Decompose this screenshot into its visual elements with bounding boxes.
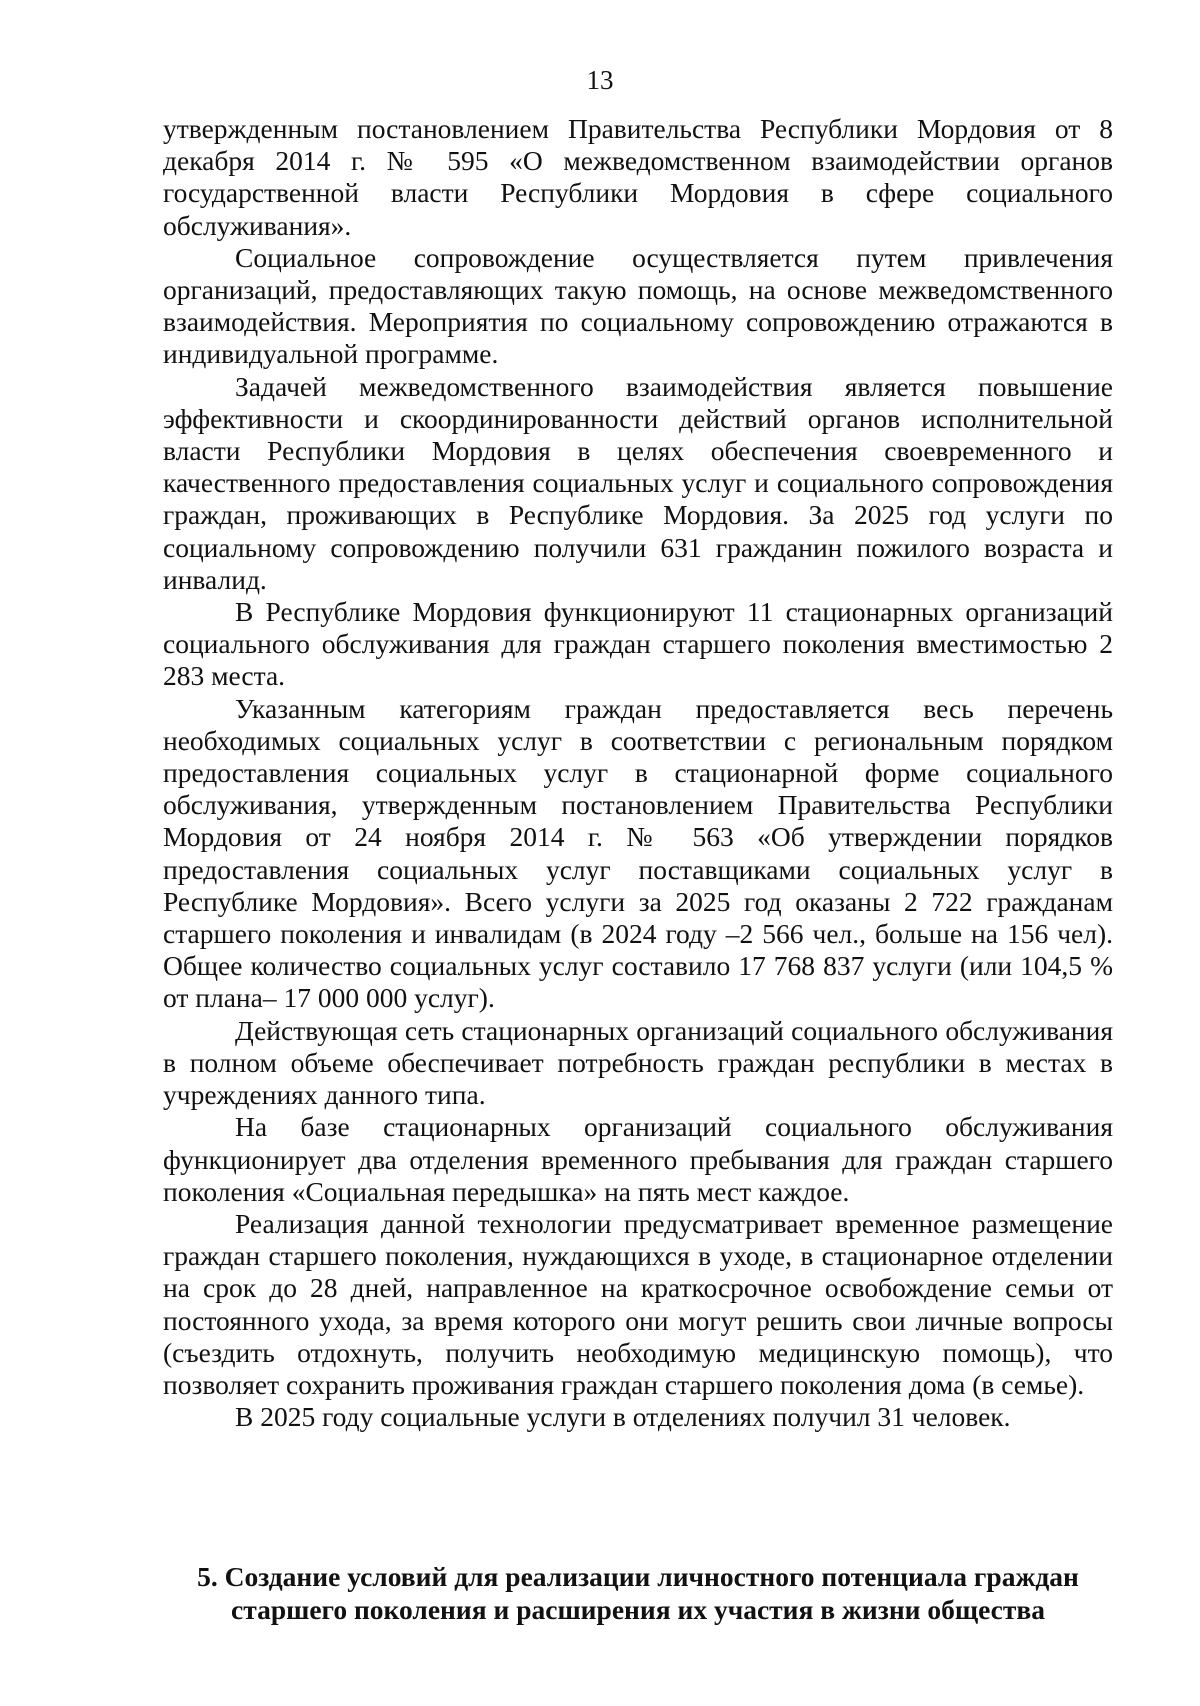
body-text [163,113,1113,1433]
section-heading-line-1: 5. Создание условий для реализации личностного потенциала граждан [197,1561,1079,1592]
paragraph-services-list: Указанным категориям граждан предоставляется весь перечень необходимых социальных услуг в соответствии с региональным порядком предоставления социальных услуг в стационарной форме социального обслуживания, утвержденным постановлением Правительства Республики Мордовия от 24 ноября 2014 г. № 563 «Об утверждении порядков предоставления социальных услуг поставщиками социальных услуг в Республике Мордовия». Всего услуги за 2025 год оказаны 2 722 гражданам старшего поколения и инвалидам (в 2024 году –2 566 чел., больше на 156 чел). Общее количество социальных услуг составило 17 768 837 услуги (или 104,5 % от плана– 17 000 000 услуг). [163,692,1113,1014]
paragraph-recipients: В 2025 году социальные услуги в отделениях получил 31 человек. [235,1401,1011,1433]
paragraph-continuation: утвержденным постановлением Правительства Республики Мордовия от 8 декабря 2014 г. № 595 «О межведомственном взаимодействии органов государственной власти Республики Мордовия в сфере социального обслуживания». [163,113,1113,241]
paragraph-respite-units: На базе стационарных организаций социального обслуживания функционирует два отделения временного пребывания для граждан старшего поколения «Социальная передышка» на пять мест каждое. [163,1111,1113,1207]
section-heading-line-2: старшего поколения и расширения их участия в жизни общества [231,1594,1045,1625]
page-number: 13 [586,65,614,95]
paragraph-technology: Реализация данной технологии предусматривает временное размещение граждан старшего поколения, нуждающихся в уходе, в стационарное отделении на срок до 28 дней, направленное на краткосрочное освобождение семьи от постоянного ухода, за время которого они могут решить свои личные вопросы (съездить отдохнуть, получить необходимую медицинскую помощь), что позволяет сохранить проживания граждан старшего поколения дома (в семье). [163,1207,1113,1400]
paragraph-interagency-task: Задачей межведомственного взаимодействия является повышение эффективности и скоординированности действий органов исполнительной власти Республики Мордовия в целях обеспечения своевременного и качественного предоставления социальных услуг и социального сопровождения граждан, проживающих в Республике Мордовия. За 2025 год услуги по социальному сопровождению получили 631 гражданин пожилого возраста и инвалид. [163,370,1113,595]
paragraph-stationary-organizations: В Республике Мордовия функционируют 11 стационарных организаций социального обслуживания для граждан старшего поколения вместимостью 2 283 места. [163,596,1113,692]
paragraph-network: Действующая сеть стационарных организаций социального обслуживания в полном объеме обеспечивает потребность граждан республики в местах в учреждениях данного типа. [163,1014,1113,1111]
section-heading [163,1560,1113,1626]
paragraph-social-support: Социальное сопровождение осуществляется путем привлечения организаций, предоставляющих такую помощь, на основе межведомственного взаимодействия. Мероприятия по социальному сопровождению отражаются в индивидуальной программе. [163,241,1113,370]
